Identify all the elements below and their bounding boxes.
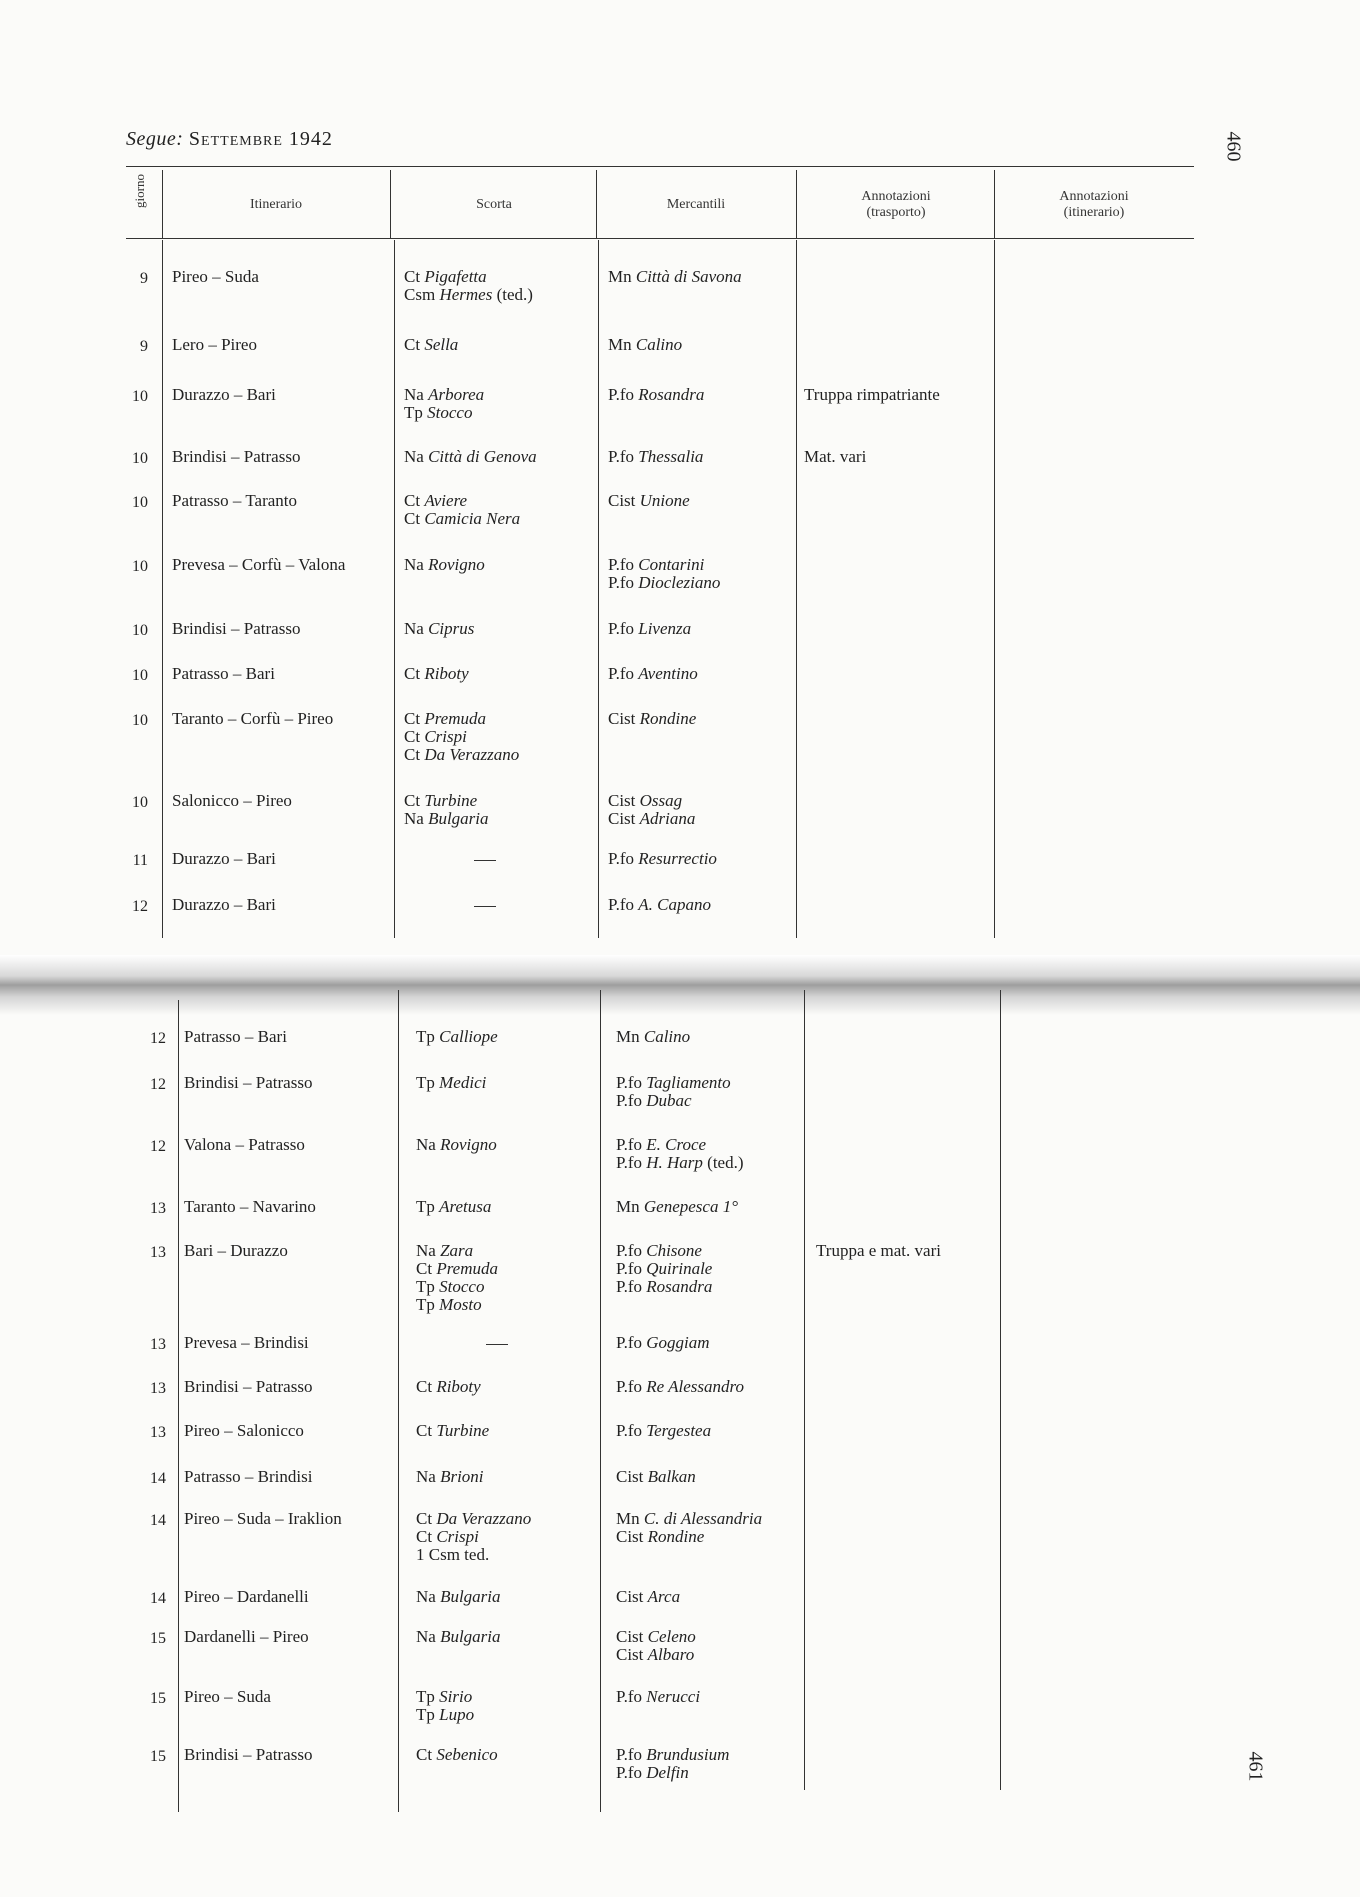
- row-itinerario: Durazzo – Bari: [172, 895, 276, 914]
- row-giorno: 10: [132, 712, 148, 729]
- row-giorno: 13: [150, 1336, 166, 1353]
- col-scorta: Scorta: [476, 197, 512, 212]
- row-giorno: 12: [132, 898, 148, 915]
- row-annotazioni: Mat. vari: [804, 447, 867, 466]
- row-itinerario: Dardanelli – Pireo: [184, 1627, 309, 1646]
- row-giorno: 15: [150, 1630, 166, 1647]
- row-itinerario: Brindisi – Patrasso: [172, 447, 301, 466]
- col-divider: [162, 170, 163, 238]
- row-giorno: 11: [132, 852, 148, 869]
- row-itinerario: Patrasso – Taranto: [172, 491, 298, 510]
- col-mercantili: Mercantili: [666, 197, 726, 212]
- row-itinerario: Bari – Durazzo: [184, 1241, 288, 1260]
- row-giorno: 9: [140, 270, 148, 287]
- row-itinerario: Durazzo – Bari: [172, 849, 276, 868]
- col-divider: [394, 240, 395, 938]
- row-scorta: [404, 850, 496, 868]
- row-mercantili: Mn Città di Savona: [608, 267, 742, 286]
- row-scorta: Ct Pigafetta Csm Hermes (ted.): [404, 267, 533, 304]
- row-scorta: Ct Turbine Na Bulgaria: [404, 791, 489, 828]
- col-giorno: giorno: [132, 174, 147, 208]
- row-scorta: Ct Riboty: [416, 1377, 481, 1396]
- row-scorta: Ct Aviere Ct Camicia Nera: [404, 491, 521, 528]
- row-scorta: Ct Sella: [404, 335, 459, 354]
- month-label: Settembre 1942: [188, 128, 333, 150]
- row-itinerario: Brindisi – Patrasso: [184, 1073, 313, 1092]
- row-mercantili: P.fo Contarini P.fo Diocleziano: [608, 555, 721, 592]
- col-divider: [804, 990, 805, 1790]
- row-mercantili: P.fo Resurrectio: [608, 849, 717, 868]
- row-mercantili: P.fo Re Alessandro: [616, 1377, 744, 1396]
- col-divider: [162, 240, 163, 938]
- row-mercantili: Cist Rondine: [608, 709, 697, 728]
- page-number-bottom: 461: [1244, 1751, 1267, 1782]
- empty-dash: [474, 860, 496, 861]
- col-divider: [600, 990, 601, 1812]
- row-scorta: Na Bulgaria: [416, 1627, 501, 1646]
- row-giorno: 10: [132, 667, 148, 684]
- table-header-rule: [126, 238, 1194, 239]
- row-scorta: Na Arborea Tp Stocco: [404, 385, 485, 422]
- row-mercantili: P.fo Livenza: [608, 619, 692, 638]
- row-itinerario: Patrasso – Bari: [184, 1027, 287, 1046]
- row-scorta: Ct Sebenico: [416, 1745, 498, 1764]
- row-mercantili: Cist Ossag Cist Adriana: [608, 791, 696, 828]
- row-itinerario: Pireo – Suda – Iraklion: [184, 1509, 342, 1528]
- col-divider: [796, 240, 797, 938]
- row-annotazioni: Truppa e mat. vari: [816, 1241, 941, 1260]
- col-divider: [1000, 990, 1001, 1790]
- row-itinerario: Pireo – Dardanelli: [184, 1587, 309, 1606]
- row-scorta: [416, 1334, 508, 1352]
- empty-dash: [486, 1344, 508, 1345]
- row-mercantili: P.fo Tergestea: [616, 1421, 712, 1440]
- row-giorno: 13: [150, 1380, 166, 1397]
- row-itinerario: Pireo – Salonicco: [184, 1421, 304, 1440]
- row-itinerario: Brindisi – Patrasso: [184, 1377, 313, 1396]
- row-giorno: 15: [150, 1748, 166, 1765]
- row-itinerario: Salonicco – Pireo: [172, 791, 292, 810]
- col-divider: [398, 990, 399, 1812]
- empty-dash: [474, 906, 496, 907]
- row-itinerario: Taranto – Corfù – Pireo: [172, 709, 334, 728]
- row-mercantili: Mn C. di Alessandria Cist Rondine: [616, 1509, 763, 1546]
- row-giorno: 14: [150, 1470, 166, 1487]
- col-divider: [390, 170, 391, 238]
- row-scorta: Tp Aretusa: [416, 1197, 492, 1216]
- row-mercantili: Cist Arca: [616, 1587, 681, 1606]
- row-scorta: [404, 896, 496, 914]
- col-divider: [994, 170, 995, 238]
- col-divider: [796, 170, 797, 238]
- row-mercantili: P.fo A. Capano: [608, 895, 711, 914]
- row-mercantili: Cist Balkan: [616, 1467, 696, 1486]
- row-scorta: Na Ciprus: [404, 619, 475, 638]
- row-mercantili: P.fo Rosandra: [608, 385, 705, 404]
- row-mercantili: P.fo Nerucci: [616, 1687, 701, 1706]
- row-itinerario: Pireo – Suda: [172, 267, 259, 286]
- row-itinerario: Valona – Patrasso: [184, 1135, 305, 1154]
- page-number-top: 460: [1222, 131, 1245, 162]
- row-mercantili: P.fo E. Croce P.fo H. Harp (ted.): [616, 1135, 744, 1172]
- row-scorta: Na Brioni: [416, 1467, 484, 1486]
- row-scorta: Ct Turbine: [416, 1421, 490, 1440]
- row-mercantili: P.fo Tagliamento P.fo Dubac: [616, 1073, 731, 1110]
- row-scorta: Ct Riboty: [404, 664, 469, 683]
- row-giorno: 13: [150, 1244, 166, 1261]
- row-giorno: 12: [150, 1138, 166, 1155]
- row-scorta: Na Città di Genova: [404, 447, 537, 466]
- row-scorta: Tp Medici: [416, 1073, 487, 1092]
- col-annotazioni-itinerario: Annotazioni (itinerario): [1059, 189, 1129, 220]
- table-top-rule: [126, 166, 1194, 167]
- row-giorno: 12: [150, 1076, 166, 1093]
- row-giorno: 10: [132, 388, 148, 405]
- row-giorno: 13: [150, 1200, 166, 1217]
- row-mercantili: Cist Unione: [608, 491, 690, 510]
- row-giorno: 10: [132, 622, 148, 639]
- row-giorno: 10: [132, 558, 148, 575]
- row-itinerario: Patrasso – Brindisi: [184, 1467, 313, 1486]
- running-head: [126, 128, 333, 151]
- row-itinerario: Prevesa – Brindisi: [184, 1333, 309, 1352]
- row-annotazioni: Truppa rimpatriante: [804, 385, 940, 404]
- col-divider: [178, 1000, 179, 1812]
- row-scorta: Ct Premuda Ct Crispi Ct Da Verazzano: [404, 709, 520, 764]
- row-itinerario: Taranto – Navarino: [184, 1197, 316, 1216]
- row-scorta: Tp Calliope: [416, 1027, 498, 1046]
- row-giorno: 13: [150, 1424, 166, 1441]
- row-mercantili: P.fo Goggiam: [616, 1333, 710, 1352]
- col-divider: [994, 240, 995, 938]
- row-scorta: Na Bulgaria: [416, 1587, 501, 1606]
- row-mercantili: P.fo Aventino: [608, 664, 698, 683]
- row-giorno: 15: [150, 1690, 166, 1707]
- row-giorno: 10: [132, 450, 148, 467]
- row-itinerario: Brindisi – Patrasso: [184, 1745, 313, 1764]
- segue-label: Segue:: [126, 128, 184, 150]
- row-mercantili: P.fo Chisone P.fo Quirinale P.fo Rosandra: [616, 1241, 713, 1296]
- row-giorno: 9: [140, 338, 148, 355]
- row-scorta: Na Rovigno: [416, 1135, 497, 1154]
- page-fold-shadow: [0, 955, 1360, 1015]
- row-itinerario: Patrasso – Bari: [172, 664, 275, 683]
- row-giorno: 14: [150, 1512, 166, 1529]
- row-scorta: Na Zara Ct Premuda Tp Stocco Tp Mosto: [416, 1241, 499, 1314]
- row-scorta: Na Rovigno: [404, 555, 485, 574]
- row-mercantili: Mn Calino: [616, 1027, 691, 1046]
- row-giorno: 14: [150, 1590, 166, 1607]
- row-itinerario: Durazzo – Bari: [172, 385, 276, 404]
- col-divider: [598, 240, 599, 938]
- row-giorno: 10: [132, 494, 148, 511]
- row-giorno: 10: [132, 794, 148, 811]
- row-itinerario: Pireo – Suda: [184, 1687, 271, 1706]
- row-mercantili: Mn Genepesca 1°: [616, 1197, 738, 1216]
- col-annotazioni-trasporto: Annotazioni (trasporto): [861, 189, 931, 220]
- row-mercantili: Cist Celeno Cist Albaro: [616, 1627, 696, 1664]
- row-itinerario: Prevesa – Corfù – Valona: [172, 555, 346, 574]
- col-divider: [596, 170, 597, 238]
- row-giorno: 12: [150, 1030, 166, 1047]
- row-mercantili: P.fo Brundusium P.fo Delfin: [616, 1745, 730, 1782]
- row-mercantili: Mn Calino: [608, 335, 683, 354]
- row-itinerario: Brindisi – Patrasso: [172, 619, 301, 638]
- row-itinerario: Lero – Pireo: [172, 335, 257, 354]
- row-scorta: Tp Sirio Tp Lupo: [416, 1687, 475, 1724]
- col-itinerario: Itinerario: [249, 197, 303, 212]
- row-scorta: Ct Da Verazzano Ct Crispi 1 Csm ted.: [416, 1509, 532, 1564]
- row-mercantili: P.fo Thessalia: [608, 447, 704, 466]
